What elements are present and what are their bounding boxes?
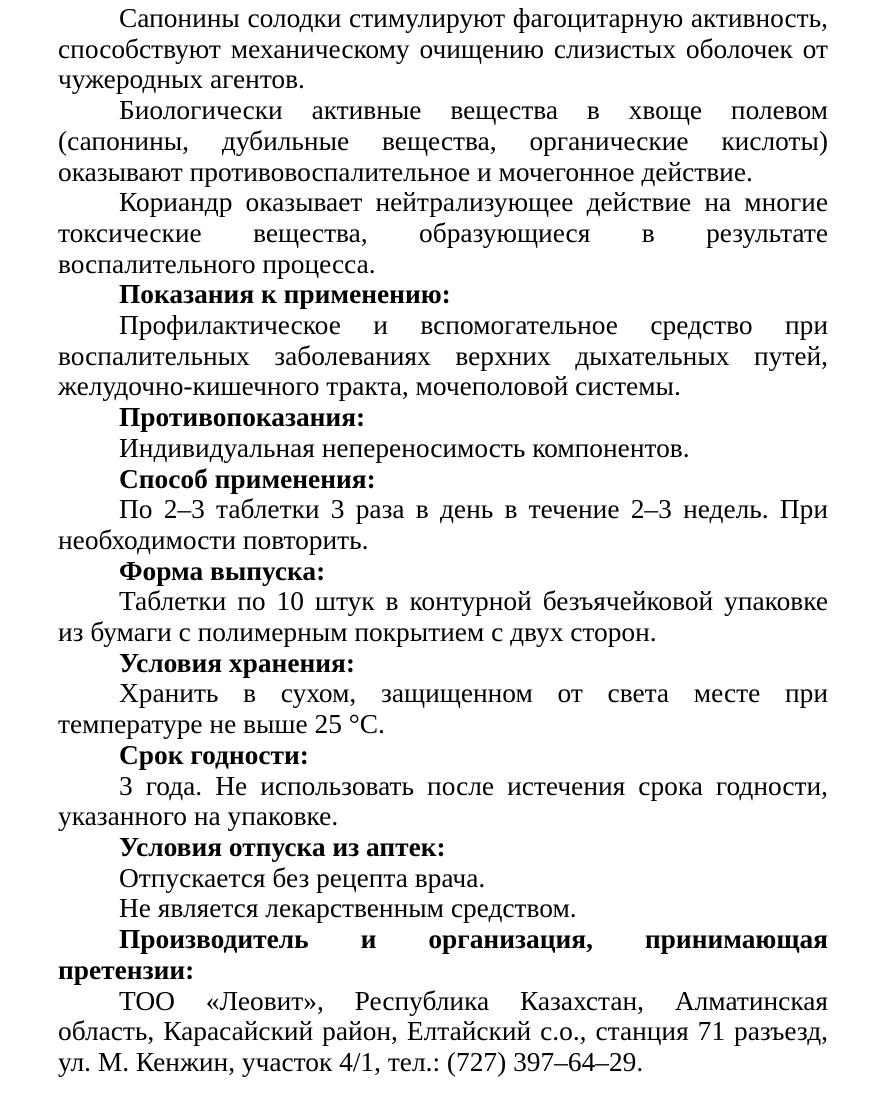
heading-shelf-life: Срок годности: (119, 739, 309, 770)
text-contraindications: Индивидуальная непереносимость компонентов. (119, 432, 690, 463)
heading-dispensing: Условия отпуска из аптек: (119, 831, 446, 862)
text-dispensing-status: Не является лекарственным средством. (119, 893, 577, 924)
heading-storage: Условия хранения: (119, 647, 355, 678)
text-indications: Профилактическое и вспомогательное средство при воспалительных заболеваниях верхних дыхательных путей, желудочно-кишечного тракта, мочеполовой системы. (58, 310, 828, 402)
heading-manufacturer: Производитель и организация, принимающая претензии: (58, 924, 828, 985)
heading-indications: Показания к применению: (119, 279, 451, 310)
text-form: Таблетки по 10 штук в контурной безъячейковой упаковке из бумаги с полимерным покрытием с двух сторон. (58, 586, 828, 648)
text-manufacturer-address: ТОО «Леовит», Республика Казахстан, Алматинская область, Карасайский район, Елтайский с.о., станция 71 разъезд, ул. М. Кенжин, участок 4/1, тел.: (727) 397–64–29. (58, 985, 828, 1077)
heading-contraindications: Противопоказания: (119, 402, 366, 433)
heading-form: Форма выпуска: (119, 555, 326, 586)
text-storage: Хранить в сухом, защищенном от света месте при температуре не выше 25 °С. (58, 678, 828, 740)
text-usage: По 2–3 таблетки 3 раза в день в течение 2–3 недель. При необходимости повторить. (58, 494, 828, 555)
text-dispensing-prescription: Отпускается без рецепта врача. (119, 862, 486, 893)
text-shelf-life: 3 года. Не использовать после истечения срока годности, указанного на упаковке. (58, 770, 828, 832)
paragraph-saponins: Сапонины солодки стимулируют фагоцитарную активность, способствуют механическому очищению слизистых оболочек от чужеродных агентов. (58, 3, 828, 95)
heading-usage: Способ применения: (119, 463, 376, 494)
paragraph-coriander: Кориандр оказывает нейтрализующее действие на многие токсические вещества, образующиеся в результате воспалительного процесса. (58, 187, 828, 279)
paragraph-horsetail: Биологически активные вещества в хвоще полевом (сапонины, дубильные вещества, органические кислоты) оказывают противовоспалительное и мочегонное действие. (58, 95, 828, 187)
document-page (58, 3, 828, 1078)
